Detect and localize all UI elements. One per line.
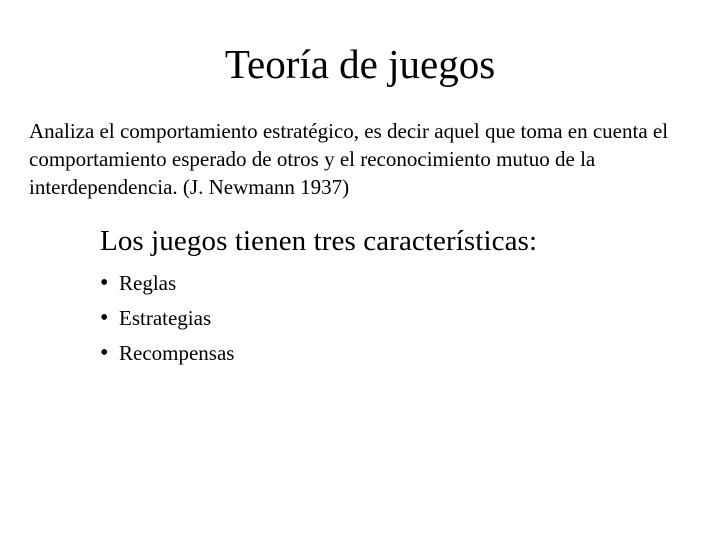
subheading: Los juegos tienen tres características: — [100, 225, 538, 257]
slide-title: Teoría de juegos — [224, 41, 496, 87]
intro-paragraph: Analiza el comportamiento estratégico, es decir aquel que toma en cuenta el comportamiento esperado de otros y el reconocimiento mutuo de la interdependencia. (J. Newmann 1937) — [29, 119, 669, 199]
bullet-item-recompensas — [100, 336, 234, 371]
bullet-label: Recompensas — [119, 341, 235, 365]
bullet-dot-icon: • — [100, 270, 109, 296]
bullet-label: Estrategias — [119, 306, 212, 330]
bullet-list — [100, 266, 234, 371]
bullet-dot-icon: • — [100, 305, 109, 331]
bullet-dot-icon: • — [100, 340, 109, 366]
bullet-label: Reglas — [119, 271, 177, 295]
bullet-item-reglas — [100, 266, 234, 301]
bullet-item-estrategias — [100, 301, 234, 336]
